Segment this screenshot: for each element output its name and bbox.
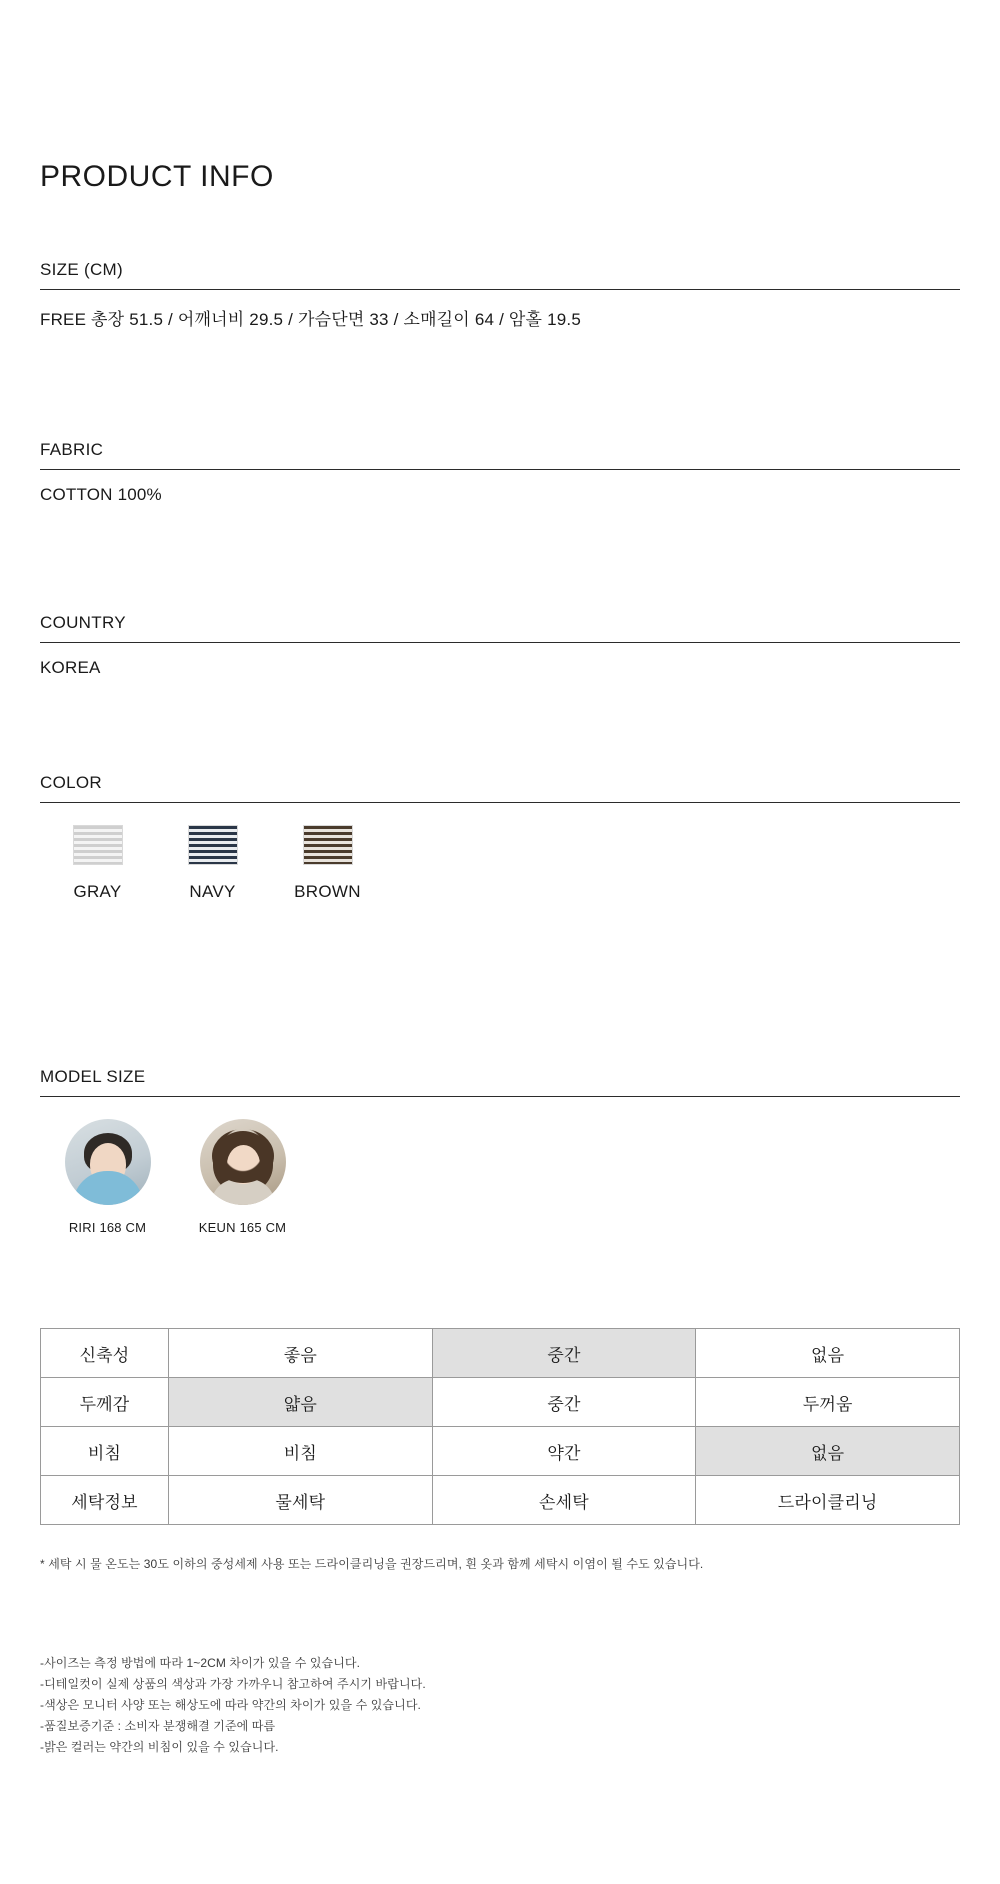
cell-stretch-none: 없음 <box>696 1329 960 1378</box>
cell-sheer-none: 없음 <box>696 1427 960 1476</box>
footnote-line: -디테일컷이 실제 상품의 색상과 가장 가까우니 참고하여 주시기 바랍니다. <box>40 1677 426 1691</box>
fabric-label: FABRIC <box>40 440 960 470</box>
body-shape <box>73 1171 143 1205</box>
cell-wash-dryclean: 드라이클리닝 <box>696 1476 960 1525</box>
table-row <box>41 1476 960 1525</box>
model-caption-keun: KEUN 165 CM <box>198 1220 287 1235</box>
cell-wash-hand: 손세탁 <box>432 1476 696 1525</box>
model-item-keun <box>175 1119 310 1235</box>
footnote-line: -품질보증기준 : 소비자 분쟁해결 기준에 따름 <box>40 1719 276 1733</box>
section-size <box>40 260 960 330</box>
row-head-sheerness: 비침 <box>41 1427 169 1476</box>
size-value: FREE 총장 51.5 / 어깨너비 29.5 / 가슴단면 33 / 소매길이 64 / 암홀 19.5 <box>40 310 581 329</box>
model-row <box>40 1097 960 1235</box>
color-label: COLOR <box>40 773 960 803</box>
model-avatar-riri <box>65 1119 151 1205</box>
cell-sheer-yes: 비침 <box>169 1427 433 1476</box>
cell-stretch-medium: 중간 <box>432 1329 696 1378</box>
section-model-size <box>40 1067 960 1235</box>
cell-thickness-thick: 두꺼움 <box>696 1378 960 1427</box>
cell-stretch-good: 좋음 <box>169 1329 433 1378</box>
row-head-thickness: 두께감 <box>41 1378 169 1427</box>
color-label-gray: GRAY <box>73 882 122 901</box>
stripe-swatch-brown-icon <box>303 825 353 865</box>
color-label-brown: BROWN <box>294 882 361 901</box>
cell-thickness-medium: 중간 <box>432 1378 696 1427</box>
color-label-navy: NAVY <box>189 882 236 901</box>
hair-front-shape <box>212 1129 274 1183</box>
footnote-line: -색상은 모니터 사양 또는 해상도에 따라 약간의 차이가 있을 수 있습니다. <box>40 1698 421 1712</box>
table-row <box>41 1329 960 1378</box>
model-size-label: MODEL SIZE <box>40 1067 960 1097</box>
stripe-swatch-navy-icon <box>188 825 238 865</box>
washing-note: * 세탁 시 물 온도는 30도 이하의 중성세제 사용 또는 드라이클리닝을 권장드리며, 흰 옷과 함께 세탁시 이염이 될 수도 있습니다. <box>40 1557 704 1571</box>
section-country <box>40 613 960 678</box>
row-head-washing: 세탁정보 <box>41 1476 169 1525</box>
model-avatar-keun <box>200 1119 286 1205</box>
section-fabric <box>40 440 960 505</box>
country-value: KOREA <box>40 658 101 677</box>
fabric-value: COTTON 100% <box>40 485 162 504</box>
cell-sheer-slight: 약간 <box>432 1427 696 1476</box>
cell-wash-machine: 물세탁 <box>169 1476 433 1525</box>
model-item-riri <box>40 1119 175 1235</box>
size-label: SIZE (CM) <box>40 260 960 290</box>
page-title: PRODUCT INFO <box>40 160 274 193</box>
color-option-gray[interactable] <box>40 825 155 902</box>
cell-thickness-thin: 얇음 <box>169 1378 433 1427</box>
footnotes <box>40 1653 426 1758</box>
color-option-navy[interactable] <box>155 825 270 902</box>
model-caption-riri: RIRI 168 CM <box>68 1220 147 1235</box>
stripe-swatch-gray-icon <box>73 825 123 865</box>
fabric-property-table <box>40 1328 960 1525</box>
country-label: COUNTRY <box>40 613 960 643</box>
section-color <box>40 773 960 902</box>
color-swatch-row <box>40 803 960 902</box>
table-row <box>41 1427 960 1476</box>
footnote-line: -사이즈는 측정 방법에 따라 1~2CM 차이가 있을 수 있습니다. <box>40 1656 361 1670</box>
footnote-line: -밝은 컬러는 약간의 비침이 있을 수 있습니다. <box>40 1740 279 1754</box>
table-row <box>41 1378 960 1427</box>
row-head-stretch: 신축성 <box>41 1329 169 1378</box>
color-option-brown[interactable] <box>270 825 385 902</box>
